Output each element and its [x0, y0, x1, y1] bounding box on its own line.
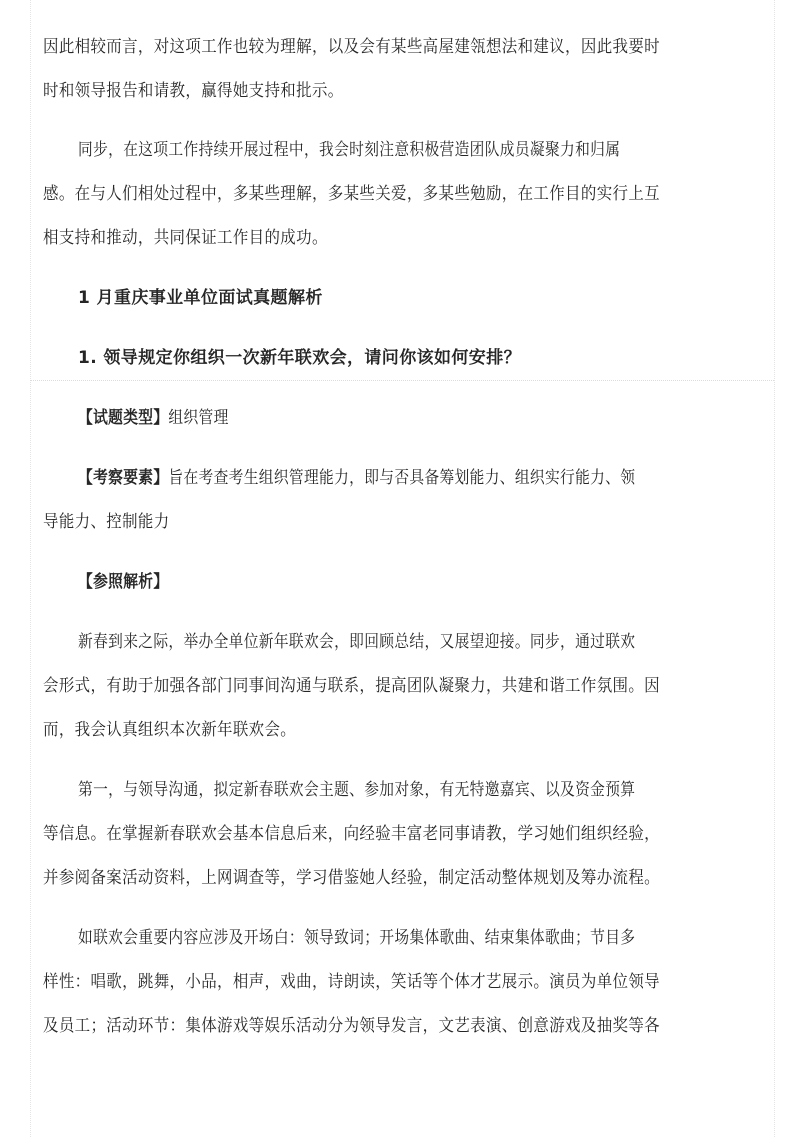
paragraph-1-line-1: 因此相较而言，对这项工作也较为理解，以及会有某些高屋建瓴想法和建议，因此我要时 [43, 37, 660, 57]
question-type-label: 【试题类型】 [78, 408, 169, 428]
paragraph-5-line-3: 及员工；活动环节：集体游戏等娱乐活动分为领导发言，文艺表演、创意游戏及抽奖等各 [43, 1016, 660, 1036]
factor-text-line-2: 导能力、控制能力 [43, 512, 170, 532]
margin-guide-right [774, 0, 775, 1137]
paragraph-2-line-1: 同步，在这项工作持续开展过程中，我会时刻注意积极营造团队成员凝聚力和归属 [78, 140, 621, 160]
question-type-value: 组织管理 [168, 408, 229, 428]
paragraph-4-line-1: 第一，与领导沟通，拟定新春联欢会主题、参加对象，有无特邀嘉宾、以及资金预算 [78, 780, 636, 800]
factor-label: 【考察要素】 [78, 468, 169, 488]
paragraph-2-line-2: 感。在与人们相处过程中，多某些理解，多某些关爱，多某些勉励，在工作目的实行上互 [43, 184, 660, 204]
paragraph-5-line-1: 如联欢会重要内容应涉及开场白：领导致词；开场集体歌曲、结束集体歌曲；节目多 [78, 928, 636, 948]
paragraph-2-line-3: 相支持和推动，共同保证工作目的成功。 [43, 228, 328, 248]
factor-row [78, 466, 774, 490]
reference-analysis-label: 【参照解析】 [78, 572, 169, 592]
factor-text-line-1: 旨在考查考生组织管理能力，即与否具备筹划能力、组织实行能力、领 [168, 468, 636, 488]
paragraph-3-line-1: 新春到来之际，举办全单位新年联欢会，即回顾总结，又展望迎接。同步，通过联欢 [78, 632, 636, 652]
question-title: 1. 领导规定你组织一次新年联欢会，请问你该如何安排？ [78, 348, 522, 368]
paragraph-4-line-2: 等信息。在掌握新春联欢会基本信息后来，向经验丰富老同事请教，学习她们组织经验， [43, 824, 660, 844]
margin-guide-left [30, 0, 31, 1137]
paragraph-3-line-2: 会形式，有助于加强各部门同事间沟通与联系，提高团队凝聚力，共建和谐工作氛围。因 [43, 676, 660, 696]
paragraph-1-line-2: 时和领导报告和请教，赢得她支持和批示。 [43, 81, 344, 101]
paragraph-3-line-3: 而，我会认真组织本次新年联欢会。 [43, 720, 297, 740]
paragraph-5-line-2: 样性：唱歌，跳舞，小品，相声，戏曲，诗朗读，笑话等个体才艺展示。演员为单位领导 [43, 972, 660, 992]
section-title: 1 月重庆事业单位面试真题解析 [78, 288, 323, 308]
divider-line [30, 380, 774, 381]
paragraph-4-line-3: 并参阅备案活动资料，上网调查等，学习借鉴她人经验，制定活动整体规划及筹办流程。 [43, 868, 660, 888]
question-type-row [78, 406, 774, 430]
